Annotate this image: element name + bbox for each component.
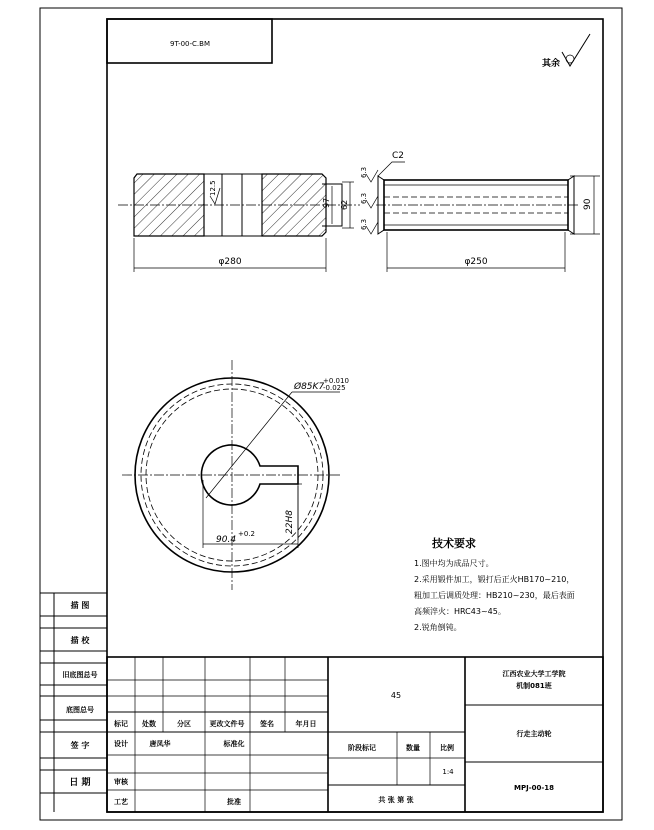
drawing-number: MPJ-00-18 (514, 784, 554, 792)
svg-text:6.3: 6.3 (360, 218, 368, 230)
svg-text:6.3: 6.3 (360, 166, 368, 178)
svg-text:12.5: 12.5 (209, 180, 217, 196)
svg-text:设计: 设计 (114, 740, 128, 748)
tech-line-1: 1.图中均为成品尺寸。 (414, 559, 494, 568)
tech-line-4: 高频淬火：HRC43~45。 (414, 607, 506, 616)
roughness-mark-bot (360, 219, 378, 234)
dim-62: 62 (340, 199, 349, 210)
side-view (360, 151, 600, 272)
svg-text:处数: 处数 (142, 720, 156, 728)
roughness-mark-mid (360, 193, 378, 208)
svg-text:更改文件号: 更改文件号 (209, 720, 245, 728)
svg-text:+0.010: +0.010 (323, 377, 349, 385)
svg-text:6.3: 6.3 (360, 192, 368, 204)
tech-line-5: 2.锐角倒钝。 (414, 623, 462, 632)
dim-97: 97 (322, 197, 331, 208)
side-label-6: 日 期 (69, 778, 91, 788)
tech-line-3: 粗加工后调质处理：HB210~230，最后表面 (414, 591, 575, 600)
section-view (118, 174, 360, 272)
svg-text:标记: 标记 (114, 720, 128, 728)
svg-text:-0.025: -0.025 (323, 384, 346, 392)
svg-text:审核: 审核 (114, 778, 128, 786)
school-line-2: 机制081班 (516, 682, 552, 690)
svg-text:比例: 比例 (440, 744, 454, 752)
svg-text:签名: 签名 (260, 720, 274, 728)
tech-title: 技术要求 (432, 537, 476, 550)
side-strip (40, 593, 107, 812)
side-label-3: 旧底图总号 (62, 671, 98, 679)
dim-outer: φ280 (218, 257, 242, 267)
dim-keyway-depth: 90.4 (216, 535, 237, 545)
roughness-other-text: 其余 (542, 59, 561, 69)
svg-text:+0.2: +0.2 (238, 530, 255, 538)
dim-bore-tol: Ø85K7 (294, 382, 325, 392)
svg-text:分区: 分区 (177, 720, 191, 728)
svg-text:数量: 数量 (406, 744, 420, 752)
sheet-text: 共 张 第 张 (378, 796, 414, 804)
dim-tread: φ250 (464, 257, 488, 267)
svg-text:年月日: 年月日 (295, 720, 317, 728)
school-line-1: 江西农业大学工学院 (502, 670, 566, 678)
side-label-2: 描 校 (70, 636, 90, 645)
material-text: 45 (390, 691, 402, 700)
code-box-text: 9T-00-C.BM (169, 40, 211, 48)
svg-text:批准: 批准 (227, 798, 241, 806)
side-label-5: 签 字 (70, 741, 90, 750)
title-block (107, 657, 603, 812)
roughness-other-mark (542, 34, 590, 69)
svg-text:工艺: 工艺 (114, 798, 128, 806)
svg-text:标准化: 标准化 (223, 740, 245, 748)
side-label-4: 底图总号 (66, 706, 94, 714)
code-box (107, 19, 272, 63)
part-name: 行走主动轮 (516, 730, 552, 738)
svg-text:唐凤华: 唐凤华 (149, 740, 171, 748)
side-label-1: 描 图 (70, 601, 90, 610)
chamfer-label: C2 (392, 151, 405, 161)
dim-keyway-width: 22H8 (285, 510, 295, 534)
tech-requirements (414, 536, 575, 632)
tech-line-2: 2.采用锻件加工，锻打后正火HB170~210， (414, 575, 575, 584)
svg-text:阶段标记: 阶段标记 (348, 744, 376, 752)
sheet-border (40, 8, 622, 820)
scale-text: 1:4 (442, 768, 454, 776)
roughness-mark-top (360, 167, 378, 182)
dim-width: 90 (583, 198, 593, 210)
front-view (122, 360, 349, 590)
